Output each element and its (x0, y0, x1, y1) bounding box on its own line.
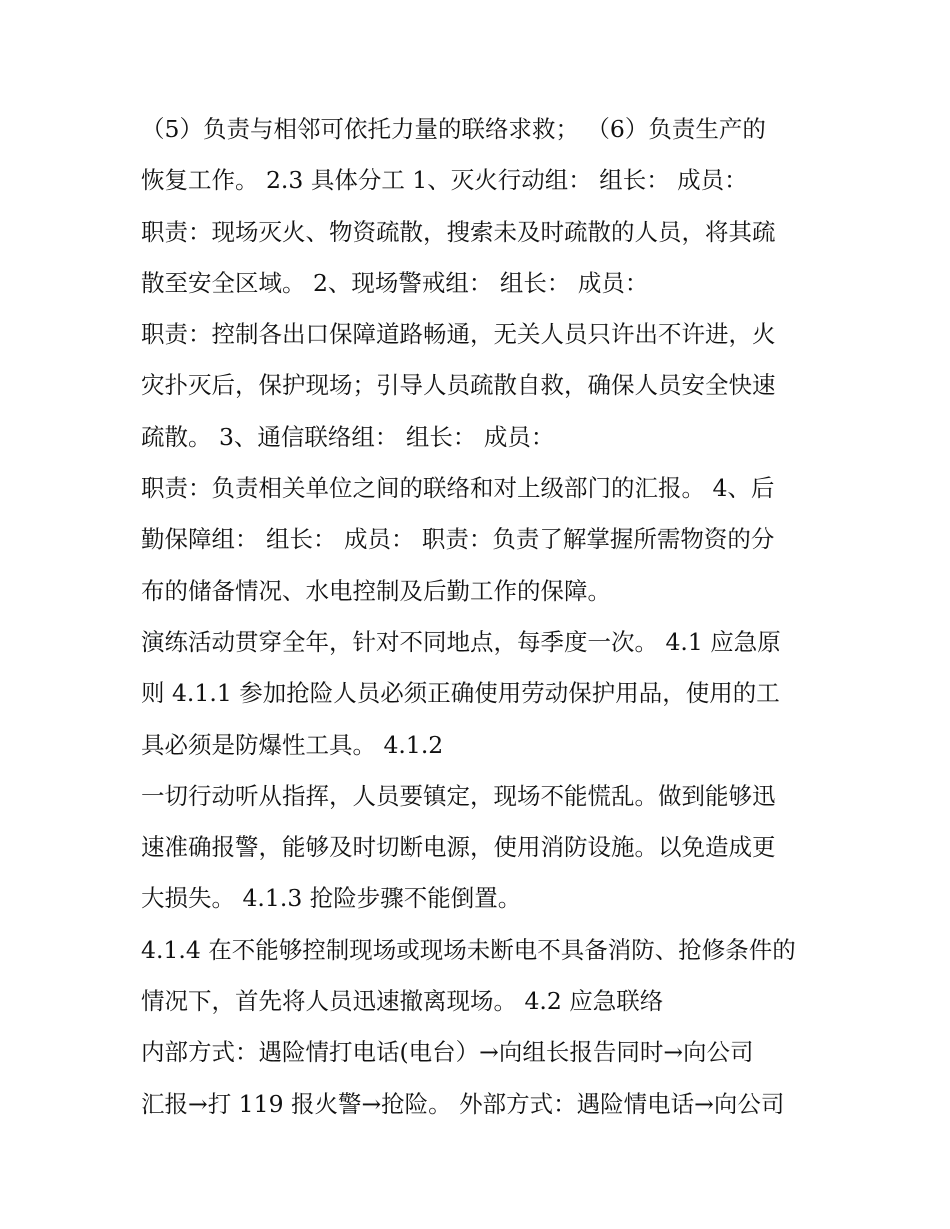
text-line: 一切行动听从指挥，人员要镇定，现场不能慌乱。做到能够迅 (141, 781, 776, 810)
text-line: 4.1.4 在不能够控制现场或现场未断电不具备消防、抢修条件的 (141, 935, 796, 964)
text-line: 职责：现场灭火、物资疏散，搜索未及时疏散的人员，将其疏 (141, 217, 776, 246)
text-line: 灾扑灭后，保护现场；引导人员疏散自救，确保人员安全快速 (141, 371, 776, 400)
text-line: 情况下，首先将人员迅速撤离现场。 4.2 应急联络 (141, 987, 664, 1016)
text-line: 职责：负责相关单位之间的联络和对上级部门的汇报。 4、后 (141, 474, 775, 503)
text-line: 内部方式：遇险情打电话(电台）→向组长报告同时→向公司 (141, 1038, 754, 1067)
text-line: （5）负责与相邻可依托力量的联络求救； （6）负责生产的 (141, 115, 766, 143)
text-line: 恢复工作。 2.3 具体分工 1、灭火行动组： 组长： 成员： (141, 166, 748, 195)
text-line: 演练活动贯穿全年，针对不同地点，每季度一次。 4.1 应急原 (141, 627, 781, 656)
text-line: 大损失。 4.1.3 抢险步骤不能倒置。 (141, 884, 522, 913)
text-line: 勤保障组： 组长： 成员： 职责：负责了解掌握所需物资的分 (141, 525, 775, 554)
document-body (141, 104, 821, 1130)
text-line: 则 4.1.1 参加抢险人员必须正确使用劳动保护用品，使用的工 (141, 679, 780, 708)
text-line: 汇报→打 119 报火警→抢险。 外部方式：遇险情电话→向公司 (141, 1089, 785, 1118)
text-line: 职责：控制各出口保障道路畅通，无关人员只许出不许进，火 (141, 320, 776, 349)
text-line: 速准确报警，能够及时切断电源，使用消防设施。以免造成更 (141, 833, 776, 862)
text-line: 布的储备情况、水电控制及后勤工作的保障。 (141, 576, 611, 605)
text-line: 具必须是防爆性工具。 4.1.2 (141, 730, 444, 759)
text-line: 散至安全区域。 2、现场警戒组： 组长： 成员： (141, 268, 649, 297)
text-line: 疏散。 3、通信联络组： 组长： 成员： (141, 422, 555, 451)
